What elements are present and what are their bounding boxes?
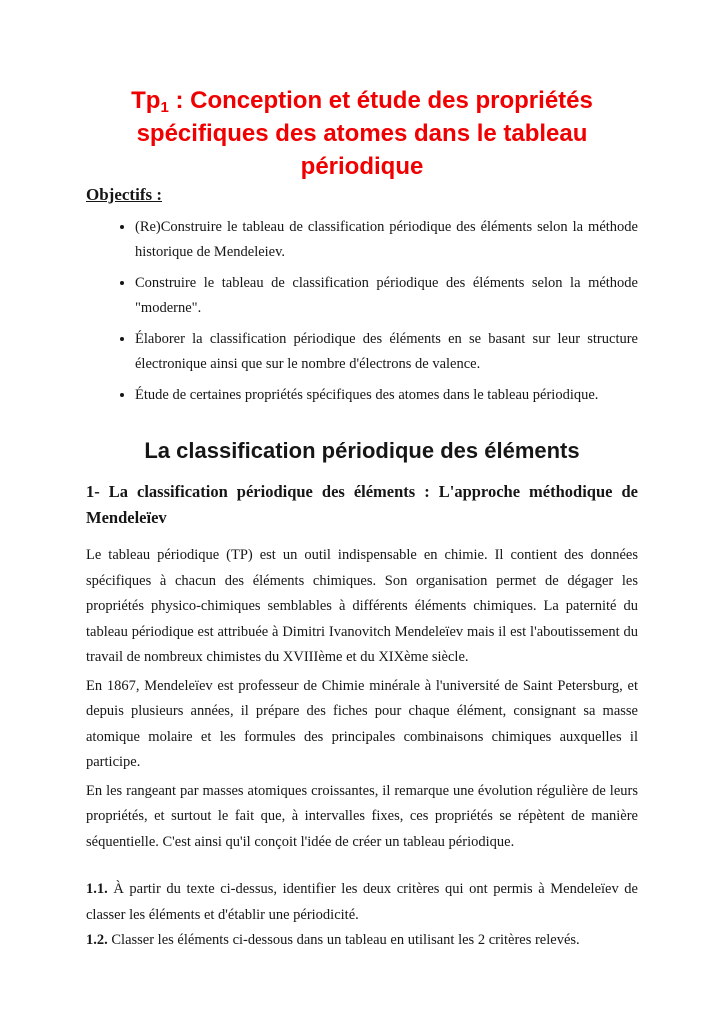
section-subheading: 1- La classification périodique des éléments : L'approche méthodique de Mendeleïev [86,482,638,527]
question-number: 1.2. [86,932,108,948]
objective-item: • Étude de certaines propriétés spécifiques des atomes dans le tableau périodique. [135,383,638,408]
question-1-1 [86,877,638,928]
objectives-heading: Objectifs : [86,185,163,204]
objective-item: • Construire le tableau de classification périodique des éléments selon la méthode "moderne". [135,271,638,321]
question-1-2 [86,928,638,954]
title-text: : Conception et étude des propriétés spécifiques des atomes dans le tableau périodique [136,87,593,180]
title-prefix: Tp [131,87,161,114]
title-subscript: 1 [160,99,169,116]
section-heading: La classification périodique des éléments [144,438,580,463]
objective-item: • (Re)Construire le tableau de classification périodique des éléments selon la méthode historique de Mendeleiev. [135,215,638,265]
question-text: Classer les éléments ci-dessous dans un tableau en utilisant les 2 critères relevés. [107,932,580,948]
question-text: À partir du texte ci-dessus, identifier les deux critères qui ont permis à Mendeleïev de classer les éléments et d'établir une périodicité. [86,881,638,923]
objectives-list [86,215,638,408]
question-number: 1.1. [86,881,108,897]
paragraph-mendeleev-1867: En 1867, Mendeleïev est professeur de Chimie minérale à l'université de Saint Petersburg, et depuis plusieurs années, il prépare des fiches pour chaque élément, consignant sa masse atomique molaire et les formules des principales combinaisons chimiques auxquelles il participe. [86,677,638,770]
paragraph-periodic-table-intro: Le tableau périodique (TP) est un outil indispensable en chimie. Il contient des données spécifiques à chacun des éléments chimiques. Son organisation permet de dégager les propriétés physico-chimiques semblables à différents éléments chimiques. La paternité du tableau périodique est attribuée à Dimitri Ivanovitch Mendeleïev mais il est l'aboutissement du travail de nombreux chimistes du XVIIIème et du XIXème siècle. [86,547,638,665]
objective-item: • Élaborer la classification périodique des éléments en se basant sur leur structure électronique ainsi que sur le nombre d'électrons de valence. [135,327,638,377]
paragraph-atomic-masses: En les rangeant par masses atomiques croissantes, il remarque une évolution régulière de leurs propriétés, et surtout le fait que, à intervalles fixes, ces propriétés se répètent de manière séquentielle. C'est ainsi qu'il conçoit l'idée de créer un tableau périodique. [86,782,638,850]
document-title [86,84,638,183]
